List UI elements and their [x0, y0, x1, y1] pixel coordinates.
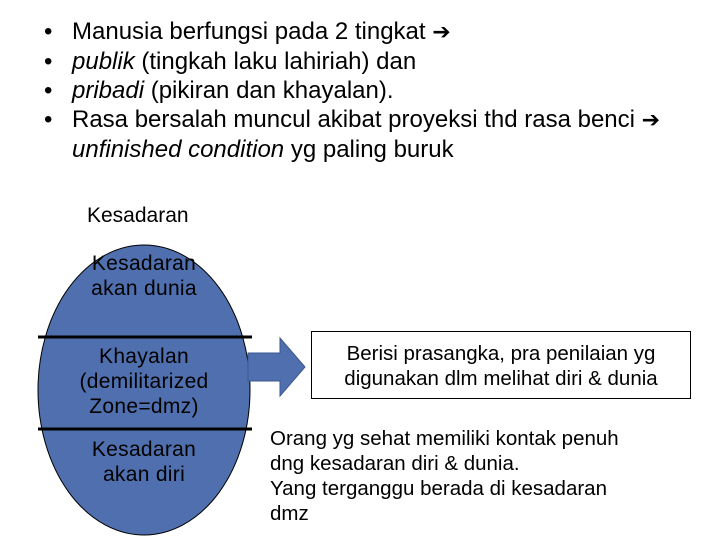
- bullet-dot: •: [44, 18, 53, 45]
- bullet-italic-text: publik: [72, 48, 135, 75]
- bullet-italic-text: unfinished condition: [72, 136, 285, 163]
- bullet-text: (tingkah laku lahiriah) dan: [134, 48, 417, 75]
- box-line: digunakan dlm melihat diri & dunia: [344, 367, 658, 390]
- description-line: dng kesadaran diri & dunia.: [270, 452, 520, 475]
- bullet-text: (pikiran dan khayalan).: [144, 77, 394, 104]
- layer-line: (demilitarized: [79, 370, 209, 393]
- right-block-arrow-icon: [248, 338, 305, 396]
- bullet-dot: •: [44, 77, 53, 104]
- description-line: dmz: [270, 502, 309, 525]
- dmz-explanation-text: [312, 341, 690, 391]
- layer-line: akan diri: [102, 463, 186, 486]
- bullet-dot: •: [44, 106, 53, 133]
- right-arrow-icon: ➔: [641, 108, 661, 133]
- diagram-title: Kesadaran: [87, 204, 189, 227]
- layer-line: Kesadaran: [91, 438, 197, 461]
- layer-line: akan dunia: [91, 277, 197, 300]
- right-arrow-icon: ➔: [432, 20, 451, 45]
- description-line: Yang terganggu berada di kesadaran: [270, 477, 607, 500]
- bullet-italic-text: pribadi: [72, 77, 145, 104]
- health-description: [270, 426, 710, 526]
- bullet-text: yg paling buruk: [284, 136, 454, 163]
- bullet-text: Manusia berfungsi pada 2 tingkat: [72, 18, 433, 45]
- dmz-explanation-box: [311, 331, 691, 399]
- layer-fantasy-dmz: [44, 344, 244, 419]
- layer-line: Kesadaran: [91, 252, 197, 275]
- layer-line: Zone=dmz): [89, 395, 199, 418]
- box-line: Berisi prasangka, pra penilaian yg: [346, 342, 656, 365]
- bullet-dot: •: [44, 48, 53, 75]
- description-line: Orang yg sehat memiliki kontak penuh: [270, 427, 619, 450]
- layer-line: Khayalan: [99, 345, 189, 368]
- layer-self-awareness: [44, 437, 244, 487]
- layer-world-awareness: [44, 251, 244, 301]
- bullet-text: Rasa bersalah muncul akibat proyeksi thd rasa benci: [72, 106, 642, 133]
